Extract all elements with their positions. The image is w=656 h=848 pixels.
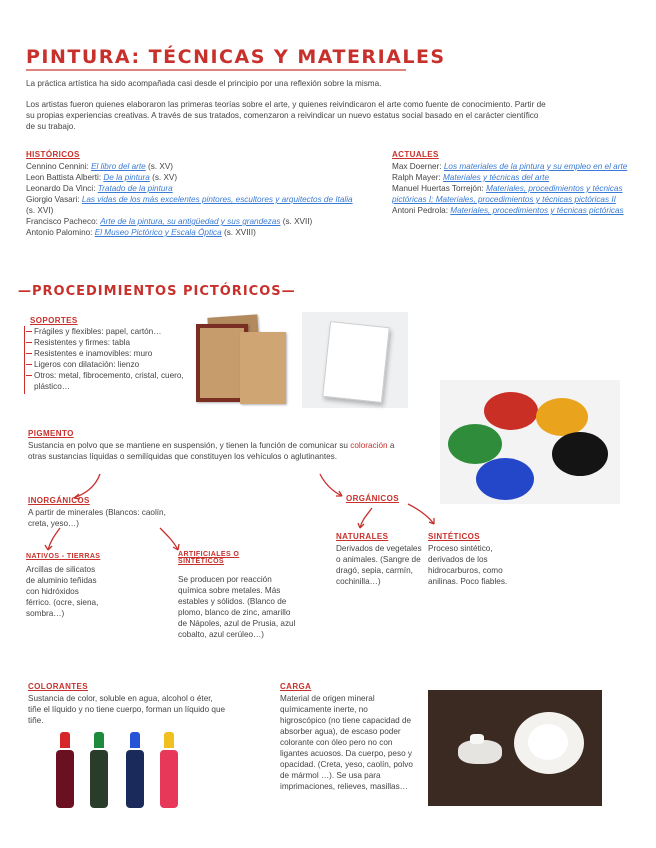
list-item: Resistentes e inamovibles: muro xyxy=(26,348,186,359)
sinteticos-text: Proceso sintético, derivados de los hidrocarburos, como anilinas. Poco fiables. xyxy=(428,544,508,586)
list-item: Frágiles y flexibles: papel, cartón… xyxy=(26,326,186,337)
actuales-link[interactable]: ; Materiales, procedimientos y técnicas pictóricas II xyxy=(431,195,616,204)
inorganicos-text: A partir de minerales (Blancos: caolín, creta, yeso…) xyxy=(28,508,166,528)
colorant-bottles-image xyxy=(56,732,190,812)
sinteticos-heading: SINTÉTICOS xyxy=(428,532,481,541)
historicos-item: Giorgio Vasari: Las vidas de los más excelentes pintores, escultores y arquitectos de Italia (s. XVI) xyxy=(26,195,353,215)
historicos-item: Leon Battista Alberti: De la pintura (s. XV) xyxy=(26,173,178,182)
artificiales-heading: ARTIFICIALES O SINTÉTICOS xyxy=(178,551,240,565)
historicos-item: Francisco Pacheco: Arte de la pintura, su antigüedad y sus grandezas (s. XVII) xyxy=(26,217,313,226)
historicos-link[interactable]: Las vidas de los más excelentes pintores, escultores y arquitectos de Italia xyxy=(81,195,353,204)
inorganicos-heading: INORGÁNICOS xyxy=(28,496,90,505)
carga-heading: CARGA xyxy=(280,682,312,691)
naturales-text: Derivados de vegetales o animales. (Sangre de dragó, sepia, carmín, cochinilla…) xyxy=(336,544,422,586)
soportes-heading: SOPORTES xyxy=(30,316,78,325)
nativos-text: Arcillas de silicatos de aluminio teñidas con hidróxidos férrico. (ocre, siena, sombra…) xyxy=(26,565,99,618)
pigmento-text: Sustancia en polvo que se mantiene en suspensión, y tienen la función de comunicar su coloración a otras sustancias líquidas o semilíquidas que constituyen los vehículos o aglutinantes. xyxy=(28,441,395,461)
list-item: Resistentes y firmes: tabla xyxy=(26,337,186,348)
historicos-link[interactable]: El libro del arte xyxy=(91,162,146,171)
section-title: —PROCEDIMIENTOS PICTÓRICOS— xyxy=(18,284,296,299)
colorantes-heading: COLORANTES xyxy=(28,682,88,691)
historicos-item: Antonio Palomino: El Museo Pictórico y Escala Óptica (s. XVIII) xyxy=(26,228,256,237)
intro-paragraph-2: Los artistas fueron quienes elaboraron las primeras teorías sobre el arte, y quienes reivindicaron el arte como fuente de conocimiento. Partir de su propias experiencias creativas. A través de sus tratados, comenzaron a reivindicar un nuevo estatus social basado en el carácter científico de su trabajo. xyxy=(26,100,546,131)
page-title: PINTURA: TÉCNICAS Y MATERIALES xyxy=(26,46,446,68)
historicos-link[interactable]: De la pintura xyxy=(103,173,150,182)
actuales-item: Manuel Huertas Torrejón: Materiales, procedimientos y técnicas pictóricas I; Materiales, procedimientos y técnicas pictóricas II xyxy=(392,184,623,204)
actuales-link[interactable]: Los materiales de la pintura y su empleo en el arte xyxy=(443,162,628,171)
actuales-link[interactable]: Materiales, procedimientos y técnicas pictóricas xyxy=(450,206,624,215)
actuales-item: Max Doerner: Los materiales de la pintura y su empleo en el arte xyxy=(392,162,628,171)
organicos-heading: ORGÁNICOS xyxy=(346,494,399,503)
actuales-item: Ralph Mayer: Materiales y técnicas del arte xyxy=(392,173,549,182)
historicos-link[interactable]: Tratado de la pintura xyxy=(97,184,173,193)
list-item: Ligeros con dilatación: lienzo xyxy=(26,359,186,370)
pigmento-heading: PIGMENTO xyxy=(28,429,74,438)
actuales-item: Antoni Pedrola: Materiales, procedimientos y técnicas pictóricas xyxy=(392,206,624,215)
artificiales-text: Se producen por reacción química sobre metales. Más estables y sólidos. (Blanco de plomo, blanco de zinc, amarillo de Nápoles, azul de Prusia, azul cobalto, azul cerúleo…) xyxy=(178,575,296,639)
historicos-link[interactable]: Arte de la pintura, su antigüedad y sus grandezas xyxy=(100,217,281,226)
actuales-link[interactable]: Materiales y técnicas del arte xyxy=(442,173,549,182)
carga-text: Material de origen mineral químicamente inerte, no higroscópico (no tiene capacidad de absorber agua), de escaso poder colorante con óleo pero no con ligantes acuosos. Da cuerpo, peso y opacidad. (Creta, yeso, caolín, polvo de mármol …). Se usa para imprimaciones, relieves, masillas… xyxy=(280,694,413,791)
historicos-link[interactable]: El Museo Pictórico y Escala Óptica xyxy=(94,228,222,237)
actuales-link[interactable]: Materiales, procedimientos y técnicas pictóricas I xyxy=(392,184,623,204)
naturales-heading: NATURALES xyxy=(336,532,389,541)
actuales-heading: ACTUALES xyxy=(392,150,439,159)
colorantes-text: Sustancia de color, soluble en agua, alcohol o éter, tiñe el líquido y no tiene cuerpo, forman un líquido que tiñe. xyxy=(28,694,226,725)
historicos-heading: HISTÓRICOS xyxy=(26,150,80,159)
intro-paragraph-1: La práctica artística ha sido acompañada casi desde el principio por una reflexión sobre la misma. xyxy=(26,79,382,88)
carga-powder-image xyxy=(428,690,602,806)
nativos-heading: NATIVOS - TIERRAS xyxy=(26,553,101,560)
list-item: Otros: metal, fibrocemento, cristal, cuero, plástico… xyxy=(26,370,186,392)
historicos-item: Leonardo Da Vinci: Tratado de la pintura xyxy=(26,184,173,193)
historicos-item: Cennino Cennini: El libro del arte (s. XV) xyxy=(26,162,174,171)
